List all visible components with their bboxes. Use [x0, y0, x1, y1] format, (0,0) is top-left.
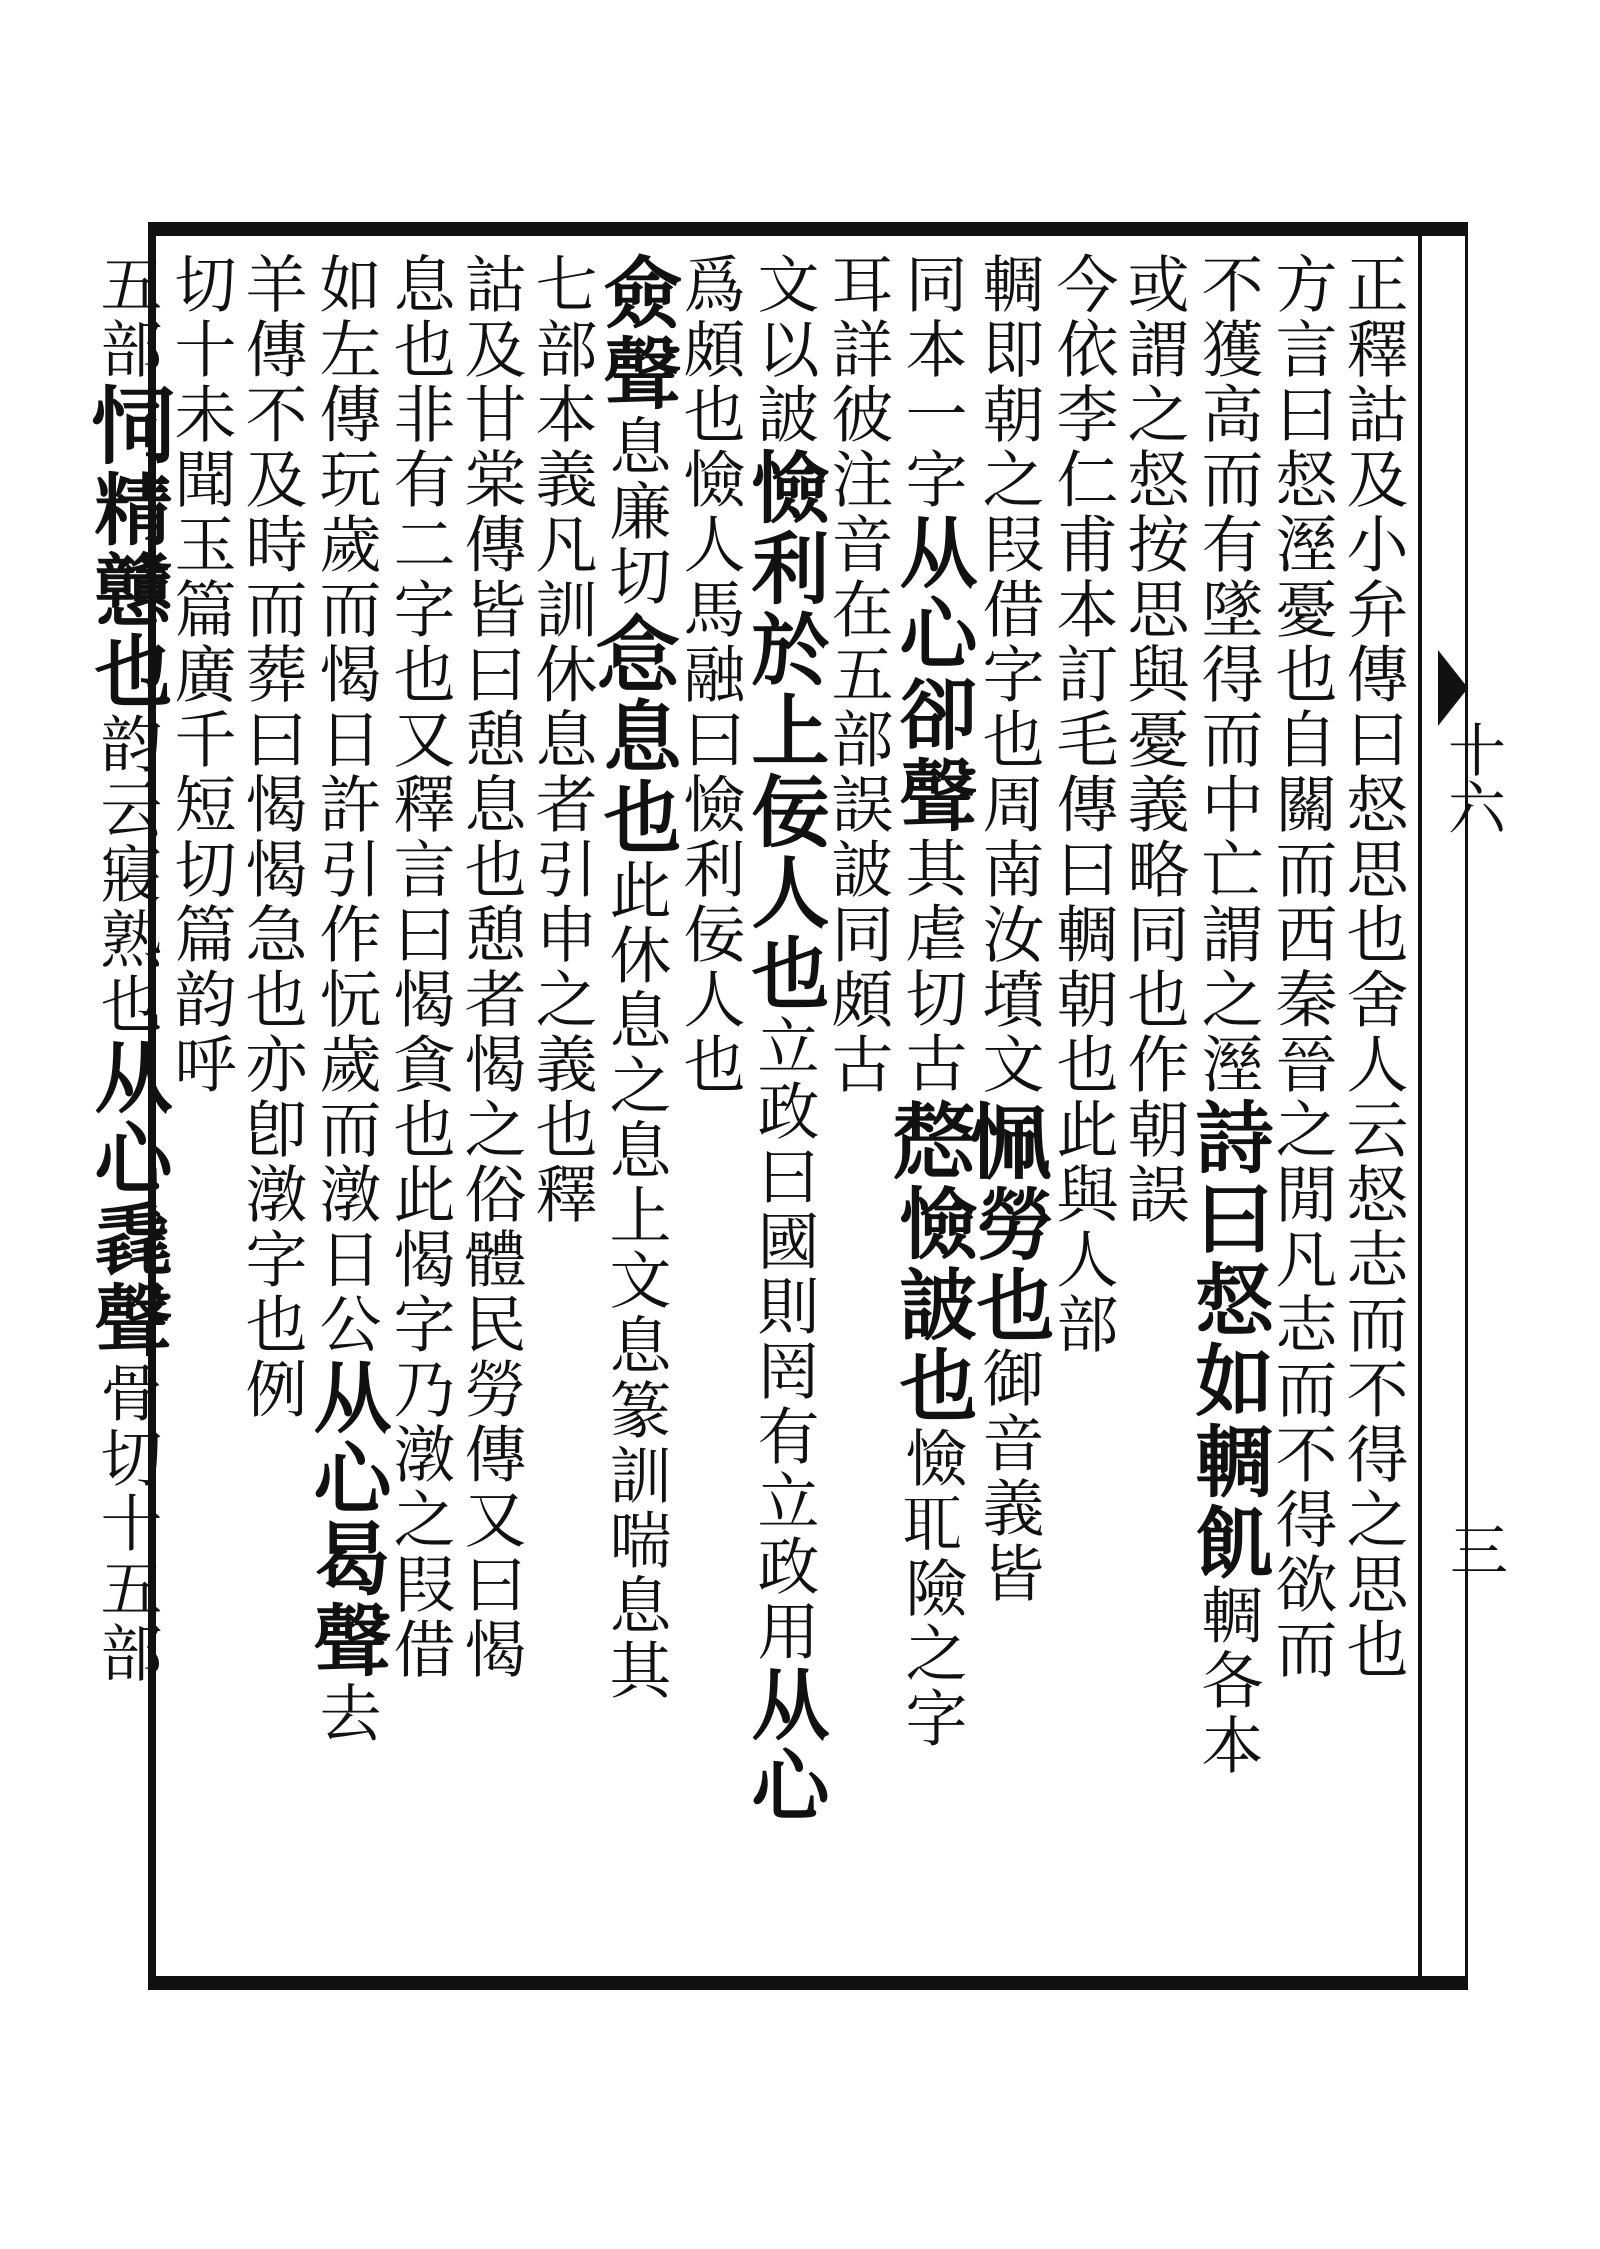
commentary-text: 耳詳彼注 — [821, 252, 894, 512]
commentary-text: 去 — [309, 1681, 382, 1746]
main-text: 从心曷聲 — [300, 1357, 392, 1681]
text-column — [77, 252, 176, 1966]
commentary-text: 不獲高而有墜得而中亡謂之溼 — [1191, 252, 1264, 1097]
text-column — [738, 252, 830, 1966]
main-text: 从心卻聲 — [886, 512, 978, 836]
main-text: 勞也 — [963, 1184, 1055, 1346]
commentary-text: 爲頗也 — [673, 252, 746, 447]
commentary-text: 今依李仁甫本訂毛傳曰輖朝也 — [1046, 252, 1119, 1097]
page-number: 三 — [1440, 1520, 1508, 1578]
commentary-text: 七部 — [525, 252, 598, 382]
commentary-text: 羊傳不及時而葬曰愒愒急也亦卽潡字也 — [235, 252, 308, 1357]
text-column — [1118, 252, 1189, 1966]
commentary-text: 韵云寢熟也 — [90, 712, 163, 1037]
commentary-text: 切十 — [164, 252, 237, 382]
commentary-text: 御音義皆 — [972, 1346, 1045, 1606]
text-column — [586, 252, 685, 1966]
commentary-text: 如左傳玩歲而愒日許引作忨歲而潡日公 — [309, 252, 382, 1357]
text-column — [1182, 252, 1274, 1966]
seal-script-headword: 𢙅 — [586, 609, 685, 696]
text-columns — [77, 252, 1409, 1966]
main-text: 僉聲 — [590, 252, 682, 414]
commentary-text: 息也非有二字也又釋言曰愒貪也此愒字乃潡之叚借 — [383, 252, 456, 1682]
text-column — [300, 252, 392, 1966]
text-column — [882, 252, 981, 1966]
commentary-text: 立政曰國則罔有立政用 — [747, 1014, 820, 1664]
commentary-text: 輖即朝之叚借字也周南汝墳文 — [972, 252, 1045, 1097]
commentary-text: 同本一字 — [895, 252, 968, 512]
commentary-text: 五部 — [90, 252, 163, 382]
commentary-text: 憸人馬融曰憸利佞人也 — [673, 447, 746, 1097]
commentary-text: 方言曰惄溼憂也自關而西秦晉之閒凡志而不得欲而 — [1265, 252, 1338, 1682]
commentary-text: 其虐切古 — [895, 836, 968, 1096]
text-column — [165, 252, 236, 1966]
text-column — [1047, 252, 1118, 1966]
commentary-text: 骨切十五部 — [90, 1361, 163, 1686]
commentary-text: 例 — [235, 1357, 308, 1422]
commentary-text: 詁及甘棠傳皆曰憩息也憩者愒之俗體民勞傳又曰愒 — [454, 252, 527, 1682]
commentary-text: 此休息之息上文息篆訓喘息其 — [599, 858, 672, 1703]
commentary-text: 或謂之惄按思與憂義略同也 — [1117, 252, 1190, 1032]
commentary-text: 息廉切 — [599, 414, 672, 609]
main-text: 詩曰惄如輖飢 — [1182, 1097, 1274, 1583]
commentary-text: 未聞玉篇廣 — [164, 382, 237, 707]
text-column — [822, 252, 893, 1966]
text-column — [1337, 252, 1408, 1966]
commentary-text: 作朝誤 — [1117, 1032, 1190, 1227]
commentary-text: 憸𦔮險之字 — [895, 1426, 968, 1751]
commentary-text: 輖各本 — [1191, 1583, 1264, 1778]
commentary-text: 誤詖同頗古 — [821, 772, 894, 1097]
main-text: 憸詖也 — [886, 1183, 978, 1426]
text-column — [1266, 252, 1337, 1966]
text-column — [455, 252, 526, 1966]
text-column — [959, 252, 1058, 1966]
commentary-text: 文以詖 — [747, 252, 820, 447]
commentary-text: 音在五部 — [821, 512, 894, 772]
seal-script-headword: 𢘜 — [77, 382, 176, 469]
text-column — [236, 252, 307, 1966]
commentary-text: 呼 — [164, 1032, 237, 1097]
commentary-text: 正釋詁及小弁傳曰惄思也舍人云惄志而不得之思也 — [1336, 252, 1409, 1682]
main-text: 息也 — [590, 696, 682, 858]
text-column — [384, 252, 455, 1966]
main-text: 从心 — [738, 1664, 830, 1826]
main-text: 精戇也 — [81, 469, 173, 712]
seal-script-headword: 𢙜 — [959, 1097, 1058, 1184]
main-text: 从心毳聲 — [81, 1037, 173, 1361]
commentary-text: 此與人部 — [1046, 1097, 1119, 1357]
text-column — [674, 252, 745, 1966]
commentary-text: 千短切篇韵 — [164, 707, 237, 1032]
main-text: 憸利於上佞人也 — [738, 447, 830, 1014]
page-label: 十六 — [1438, 720, 1506, 836]
commentary-text: 本義凡訓休息者引申之義也釋 — [525, 382, 598, 1227]
fold-line — [1418, 236, 1422, 1976]
seal-script-headword: 𢟤 — [882, 1096, 981, 1183]
text-column — [526, 252, 597, 1966]
